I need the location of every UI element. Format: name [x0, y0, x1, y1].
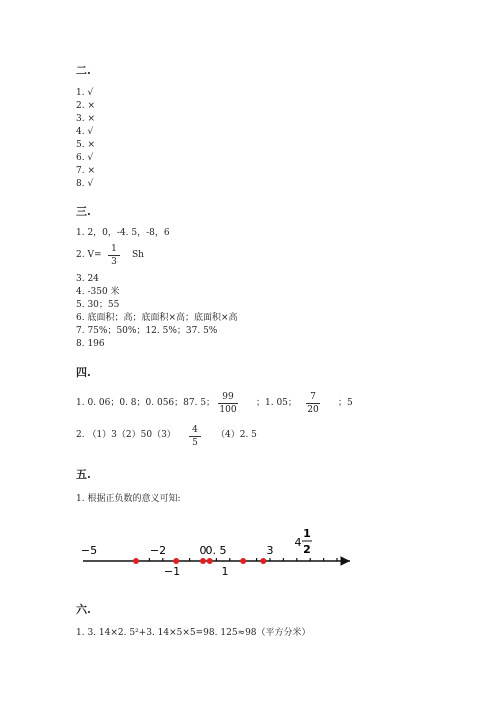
answer-line: 1. 2，0，-4. 5，-8，6	[76, 228, 170, 238]
mixed-number-numerator: 1	[303, 527, 311, 540]
answer-line: 8. √	[76, 179, 94, 189]
answer-line-part: 2. （1）3（2）50（3）	[76, 430, 176, 440]
fraction	[108, 244, 120, 267]
answer-line-part: ；5	[338, 398, 353, 408]
section-heading-5: 五.	[76, 468, 91, 481]
label-above: 0. 5	[205, 544, 227, 557]
number-line-point	[133, 558, 139, 564]
answer-line-part: （4）2. 5	[216, 430, 257, 440]
answer-line: 4. -350 米	[76, 287, 120, 297]
answer-line: 7. ×	[76, 166, 95, 176]
answer-line: 4. √	[76, 127, 94, 137]
answer-line-part: ；1. 05；	[256, 398, 297, 408]
answer-line: 3. ×	[76, 114, 95, 124]
fraction-denominator: 100	[219, 405, 237, 415]
fraction-denominator: 5	[192, 438, 198, 448]
answer-line-part: 1. 0. 06；0. 8；0. 056；87. 5；	[76, 398, 216, 408]
fraction	[306, 392, 320, 415]
answer-line: 6. √	[76, 153, 94, 163]
answer-line: 3. 24	[76, 274, 99, 284]
section-heading-4: 四.	[76, 366, 91, 379]
answer-line: 1. 3. 14×2. 5²+3. 14×5×5=98. 125≈98（平方分米）	[76, 628, 311, 638]
number-line-diagram	[0, 520, 500, 580]
fraction	[189, 425, 201, 448]
answer-line-prefix: 2. V=	[76, 250, 102, 260]
section-heading-6: 六.	[76, 603, 91, 616]
label-above: 0	[199, 544, 207, 557]
mixed-number-whole: 4	[294, 536, 302, 549]
answer-line: 1. √	[76, 88, 94, 98]
label-above: 3	[266, 544, 274, 557]
label-below: −1	[163, 565, 181, 578]
mixed-number-denominator: 2	[303, 543, 311, 556]
section-heading-2: 二.	[76, 64, 91, 77]
fraction-numerator: 99	[218, 392, 238, 404]
answer-line: 8. 196	[76, 339, 105, 349]
label-above: −2	[149, 544, 167, 557]
answer-line: 1. 根据正负数的意义可知:	[76, 494, 181, 504]
label-below: 1	[221, 565, 229, 578]
fraction-numerator: 4	[189, 425, 201, 437]
fraction-numerator: 7	[306, 392, 320, 404]
fraction	[218, 392, 238, 415]
number-line-point	[200, 558, 206, 564]
answer-line: 6. 底面积；高；底面积×高；底面积×高	[76, 313, 238, 323]
answer-line: 2. ×	[76, 101, 95, 111]
fraction-denominator: 20	[307, 405, 319, 415]
fraction-numerator: 1	[108, 244, 120, 256]
answer-line: 5. 30；55	[76, 300, 120, 310]
number-line-point	[260, 558, 266, 564]
number-line-point	[173, 558, 179, 564]
number-line-point	[240, 558, 246, 564]
label-above: −5	[80, 544, 98, 557]
fraction-denominator: 3	[111, 257, 117, 267]
answer-line: 5. ×	[76, 140, 95, 150]
number-line-point	[207, 558, 213, 564]
section-heading-3: 三.	[76, 205, 91, 218]
answer-line-suffix: Sh	[132, 250, 144, 260]
answer-line: 7. 75%；50%；12. 5%；37. 5%	[76, 326, 218, 336]
